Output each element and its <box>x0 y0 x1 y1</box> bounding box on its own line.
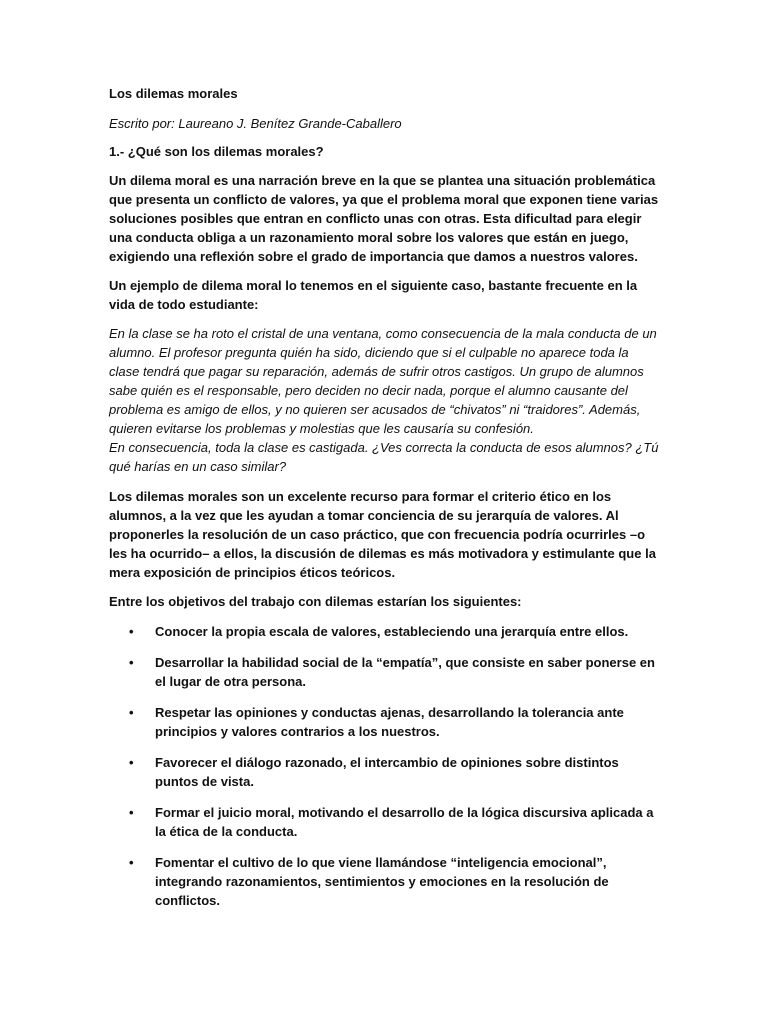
objectives-list <box>109 622 659 910</box>
list-item-text: Respetar las opiniones y conductas ajenas, desarrollando la tolerancia ante principios y valores contrarios a los nuestros. <box>155 705 624 739</box>
quote-question: En consecuencia, toda la clase es castigada. ¿Ves correcta la conducta de esos alumnos? ¿Tú qué harías en un caso similar? <box>109 440 659 474</box>
bullet-icon: • <box>129 755 134 770</box>
list-item-text: Fomentar el cultivo de lo que viene llamándose “inteligencia emocional”, integrando razonamientos, sentimientos y emociones en la resolución de conflictos. <box>155 855 609 908</box>
dilemma-example-quote <box>109 324 659 476</box>
list-item-text: Formar el juicio moral, motivando el desarrollo de la lógica discursiva aplicada a la ética de la conducta. <box>155 805 654 839</box>
list-item-text: Desarrollar la habilidad social de la “empatía”, que consiste en saber ponerse en el lugar de otra persona. <box>155 655 655 689</box>
list-item <box>109 703 659 741</box>
list-item <box>109 753 659 791</box>
bullet-icon: • <box>129 655 134 670</box>
paragraph-example-intro: Un ejemplo de dilema moral lo tenemos en el siguiente caso, bastante frecuente en la vida de todo estudiante: <box>109 278 638 312</box>
paragraph-benefits: Los dilemas morales son un excelente recurso para formar el criterio ético en los alumnos, a la vez que les ayudan a tomar conciencia de su jerarquía de valores. Al proponerles la resolución de un caso práctico, que con frecuencia podría ocurrirles –o les ha ocurrido– a ellos, la discusión de dilemas es más motivadora y estimulante que la mera exposición de principios éticos teóricos. <box>109 489 656 580</box>
list-item-text: Favorecer el diálogo razonado, el intercambio de opiniones sobre distintos puntos de vista. <box>155 755 619 789</box>
paragraph-definition: Un dilema moral es una narración breve en la que se plantea una situación problemática que presenta un conflicto de valores, ya que el problema moral que exponen tiene varias soluciones posibles que entran en conflicto unas con otras. Esta dificultad para elegir una conducta obliga a un razonamiento moral sobre los valores que están en juego, exigiendo una reflexión sobre el grado de importancia que damos a nuestros valores. <box>109 173 659 264</box>
document-title: Los dilemas morales <box>109 86 238 101</box>
author-line: Escrito por: Laureano J. Benítez Grande-Caballero <box>109 116 402 131</box>
list-item <box>109 622 659 641</box>
bullet-icon: • <box>129 705 134 720</box>
quote-text: En la clase se ha roto el cristal de una ventana, como consecuencia de la mala conducta de un alumno. El profesor pregunta quién ha sido, diciendo que si el culpable no aparece toda la clase tendrá que pagar su reparación, además de sufrir otros castigos. Un grupo de alumnos sabe quién es el responsable, pero deciden no decir nada, porque el alumno causante del problema es amigo de ellos, y no quieren ser acusados de “chivatos” ni “traidores”. Además, quieren evitarse los problemas y molestias que les causaría su confesión. <box>109 326 657 436</box>
bullet-icon: • <box>129 805 134 820</box>
list-item <box>109 653 659 691</box>
objectives-intro: Entre los objetivos del trabajo con dilemas estarían los siguientes: <box>109 594 522 609</box>
list-item <box>109 853 659 910</box>
list-item <box>109 803 659 841</box>
list-item-text: Conocer la propia escala de valores, estableciendo una jerarquía entre ellos. <box>155 624 629 639</box>
bullet-icon: • <box>129 855 134 870</box>
section-heading: 1.- ¿Qué son los dilemas morales? <box>109 144 324 159</box>
bullet-icon: • <box>129 624 134 639</box>
document-page <box>109 84 659 922</box>
